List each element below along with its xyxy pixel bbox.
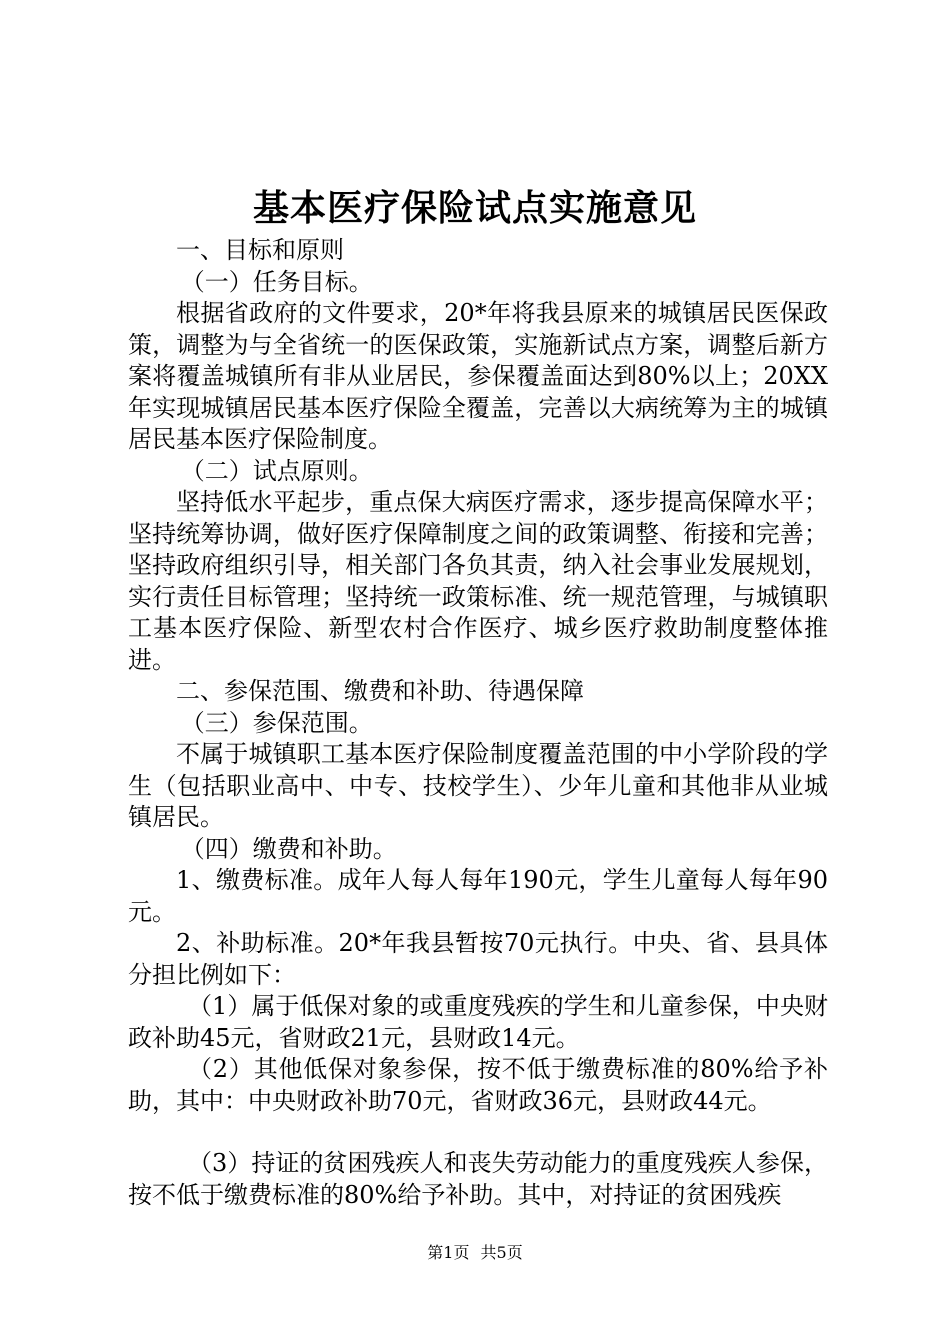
paragraph: 1、缴费标准。成年人每人每年190元，学生儿童每人每年90元。: [128, 866, 828, 926]
page-number: 第1页: [427, 1243, 470, 1262]
paragraph: 不属于城镇职工基本医疗保险制度覆盖范围的中小学阶段的学生（包括职业高中、中专、技校学生）、少年儿童和其他非从业城镇居民。: [128, 740, 828, 831]
subsection-heading: （二）试点原则。: [180, 456, 373, 485]
paragraph: （2）其他低保对象参保，按不低于缴费标准的80%给予补助，其中：中央财政补助70元，省财政36元，县财政44元。: [128, 1055, 828, 1115]
subsection-heading: （三）参保范围。: [180, 708, 373, 737]
paragraph: （1）属于低保对象的或重度残疾的学生和儿童参保，中央财政补助45元，省财政21元，县财政14元。: [128, 992, 828, 1052]
section-heading: 二、参保范围、缴费和补助、待遇保障: [176, 677, 584, 705]
subsection-heading: （一）任务目标。: [180, 267, 373, 296]
paragraph: 坚持低水平起步，重点保大病医疗需求，逐步提高保障水平；坚持统筹协调，做好医疗保障制度之间的政策调整、衔接和完善；坚持政府组织引导，相关部门各负其责，纳入社会事业发展规划，实行责任目标管理；坚持统一政策标准、统一规范管理，与城镇职工基本医疗保险、新型农村合作医疗、城乡医疗救助制度整体推进。: [128, 488, 828, 674]
page-total: 共5页: [480, 1243, 523, 1262]
paragraph: 2、补助标准。20*年我县暂按70元执行。中央、省、县具体分担比例如下：: [128, 929, 828, 989]
paragraph: 根据省政府的文件要求，20*年将我县原来的城镇居民医保政策，调整为与全省统一的医保政策，实施新试点方案，调整后新方案将覆盖城镇所有非从业居民，参保覆盖面达到80%以上；20XX年实现城镇居民基本医疗保险全覆盖，完善以大病统筹为主的城镇居民基本医疗保险制度。: [128, 299, 828, 453]
section-heading: 一、目标和原则: [176, 236, 344, 264]
subsection-heading: （四）缴费和补助。: [180, 834, 397, 863]
document-title: 基本医疗保险试点实施意见: [252, 187, 697, 229]
paragraph: （3）持证的贫困残疾人和丧失劳动能力的重度残疾人参保，按不低于缴费标准的80%给予补助。其中，对持证的贫困残疾: [128, 1149, 828, 1209]
page-footer: [0, 1241, 950, 1265]
blank-line: [128, 1117, 828, 1148]
document-body: [128, 235, 828, 1211]
